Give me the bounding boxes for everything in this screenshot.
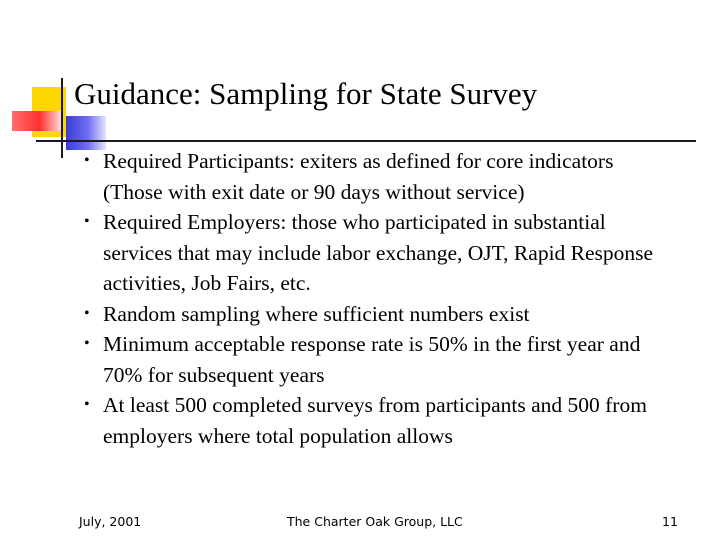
bullet-item	[84, 146, 674, 207]
bullet-text: Minimum acceptable response rate is 50% in the first year and 70% for subsequent years	[103, 332, 641, 387]
bullet-list	[84, 146, 674, 451]
blue-square-decoration	[66, 116, 106, 150]
slide-title: Guidance: Sampling for State Survey	[74, 76, 538, 111]
bullet-icon: •	[84, 335, 90, 352]
red-bar-decoration	[12, 111, 62, 131]
bullet-text: Required Employers: those who participated in substantial services that may include labor exchange, OJT, Rapid Response activities, Job Fairs, etc.	[103, 210, 654, 295]
bullet-item	[84, 299, 674, 330]
bullet-text: Required Participants: exiters as defined for core indicators (Those with exit date or 90 days without service)	[103, 149, 614, 204]
vertical-rule	[61, 78, 63, 158]
bullet-text: At least 500 completed surveys from participants and 500 from employers where total population allows	[103, 393, 647, 448]
bullet-item	[84, 329, 674, 390]
bullet-item	[84, 390, 674, 451]
bullet-text: Random sampling where sufficient numbers exist	[103, 301, 530, 326]
title-underline-rule	[36, 140, 696, 142]
bullet-icon: •	[84, 152, 90, 169]
footer-organization: The Charter Oak Group, LLC	[287, 514, 463, 529]
bullet-icon: •	[84, 213, 90, 230]
bullet-icon: •	[84, 396, 90, 413]
bullet-item	[84, 207, 674, 299]
footer-page-number: 11	[662, 514, 678, 529]
bullet-icon: •	[84, 304, 90, 322]
footer-date: July, 2001	[79, 514, 142, 529]
